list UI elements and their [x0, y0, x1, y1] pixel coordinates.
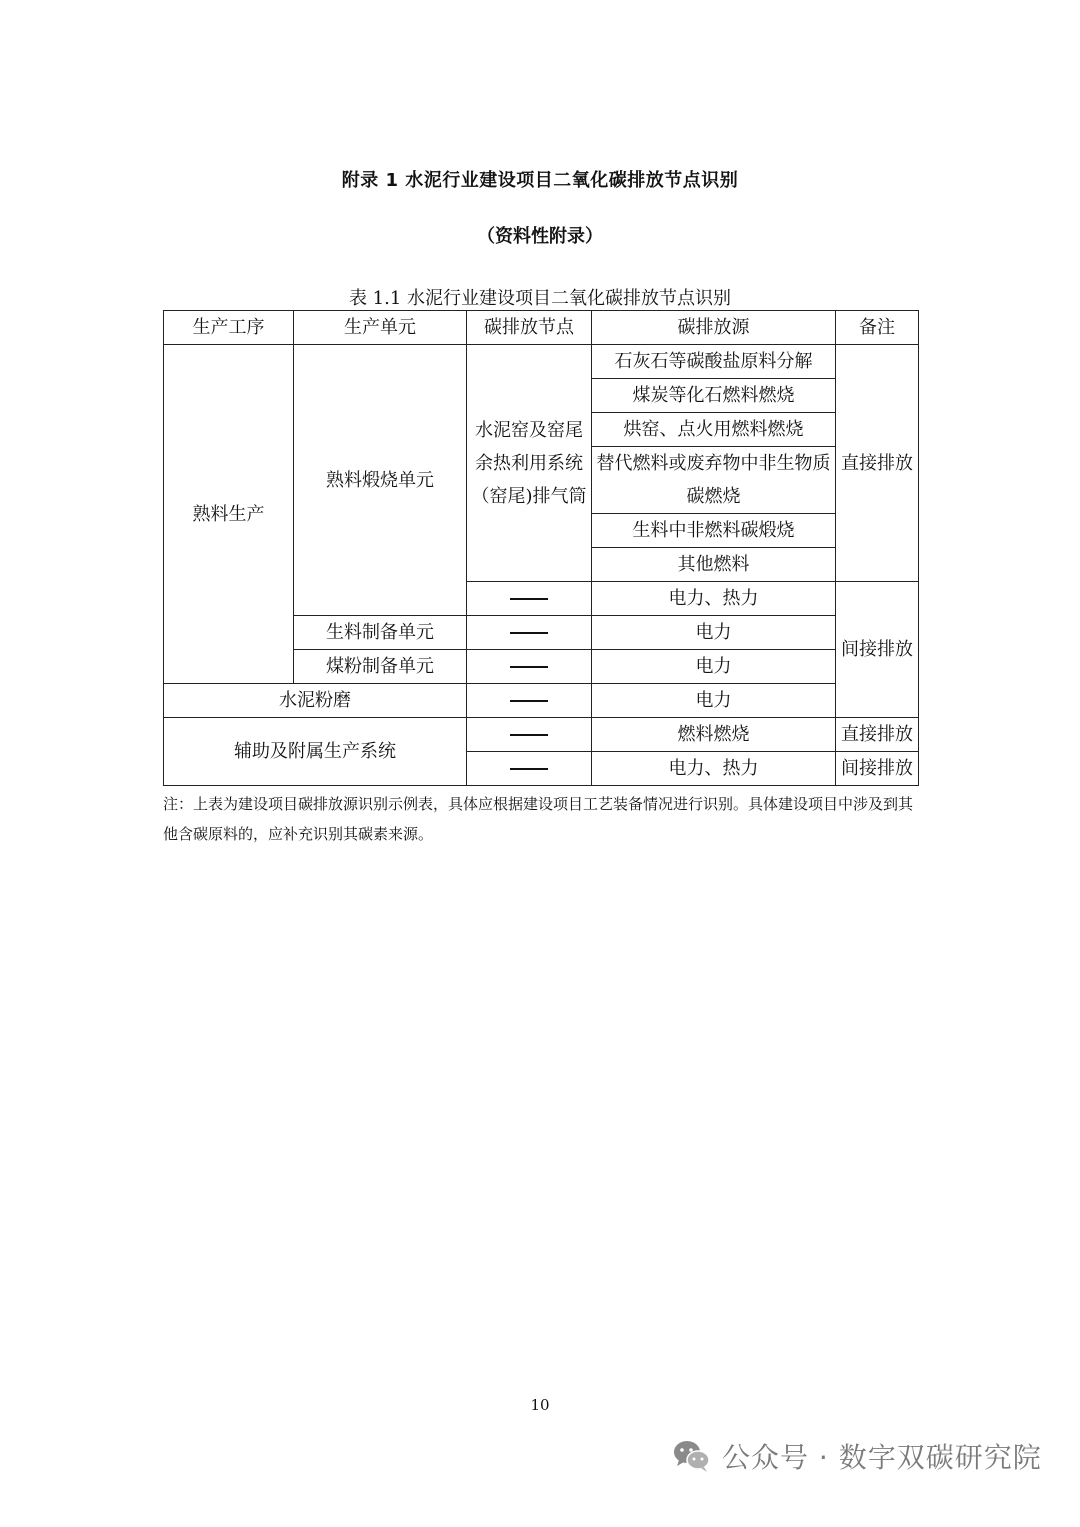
document-title: 附录 1 水泥行业建设项目二氧化碳排放节点识别: [341, 170, 739, 191]
source-cell: 电力、热力: [592, 752, 836, 786]
source-cell: 电力: [592, 650, 836, 684]
table-caption: 表 1.1 水泥行业建设项目二氧化碳排放节点识别: [348, 288, 732, 309]
table-header-row: [164, 311, 919, 345]
header-cell: 生产单元: [294, 311, 467, 345]
source-cell: 电力: [592, 684, 836, 718]
source-cell: 其他燃料: [592, 548, 836, 582]
remark-cell: 直接排放: [836, 718, 919, 752]
header-cell: 碳排放节点: [467, 311, 592, 345]
header-cell: 生产工序: [164, 311, 294, 345]
watermark: [672, 1432, 1042, 1480]
wechat-icon: [672, 1439, 712, 1473]
emission-node-cell: 水泥窑及窑尾余热利用系统（窑尾)排气筒: [467, 345, 592, 582]
dash-cell: [467, 650, 592, 684]
source-cell: 电力、热力: [592, 582, 836, 616]
dash-mark: [510, 768, 548, 770]
source-cell: 煤炭等化石燃料燃烧: [592, 379, 836, 413]
dash-mark: [510, 632, 548, 634]
process-cell: 辅助及附属生产系统: [164, 718, 467, 786]
source-cell: 石灰石等碳酸盐原料分解: [592, 345, 836, 379]
source-cell: 替代燃料或废弃物中非生物质碳燃烧: [592, 447, 836, 514]
remark-cell: 间接排放: [836, 752, 919, 786]
document-subtitle: （资料性附录）: [477, 226, 603, 247]
dash-mark: [510, 734, 548, 736]
source-cell: 烘窑、点火用燃料燃烧: [592, 413, 836, 447]
dash-cell: [467, 582, 592, 616]
table-row: [164, 718, 919, 752]
emission-node-table: [163, 310, 919, 786]
source-cell: 燃料燃烧: [592, 718, 836, 752]
unit-cell: 熟料煅烧单元: [294, 345, 467, 616]
unit-cell: 生料制备单元: [294, 616, 467, 650]
table-row: [164, 345, 919, 379]
dash-cell: [467, 684, 592, 718]
process-cell: 水泥粉磨: [164, 684, 467, 718]
dash-cell: [467, 718, 592, 752]
header-cell: 碳排放源: [592, 311, 836, 345]
remark-cell: 直接排放: [836, 345, 919, 582]
page-number: 10: [530, 1396, 550, 1414]
dash-mark: [510, 700, 548, 702]
header-cell: 备注: [836, 311, 919, 345]
dash-cell: [467, 616, 592, 650]
dash-mark: [510, 598, 548, 600]
table-note: 注：上表为建设项目碳排放源识别示例表，具体应根据建设项目工艺装备情况进行识别。具体建设项目中涉及到其他含碳原料的，应补充识别其碳素来源。: [163, 795, 914, 843]
source-cell: 电力: [592, 616, 836, 650]
process-cell: 熟料生产: [164, 345, 294, 684]
unit-cell: 煤粉制备单元: [294, 650, 467, 684]
table-row: [164, 684, 919, 718]
watermark-text: 公众号 · 数字双碳研究院: [722, 1441, 1042, 1474]
remark-cell: 间接排放: [836, 582, 919, 718]
dash-mark: [510, 666, 548, 668]
dash-cell: [467, 752, 592, 786]
source-cell: 生料中非燃料碳煅烧: [592, 514, 836, 548]
